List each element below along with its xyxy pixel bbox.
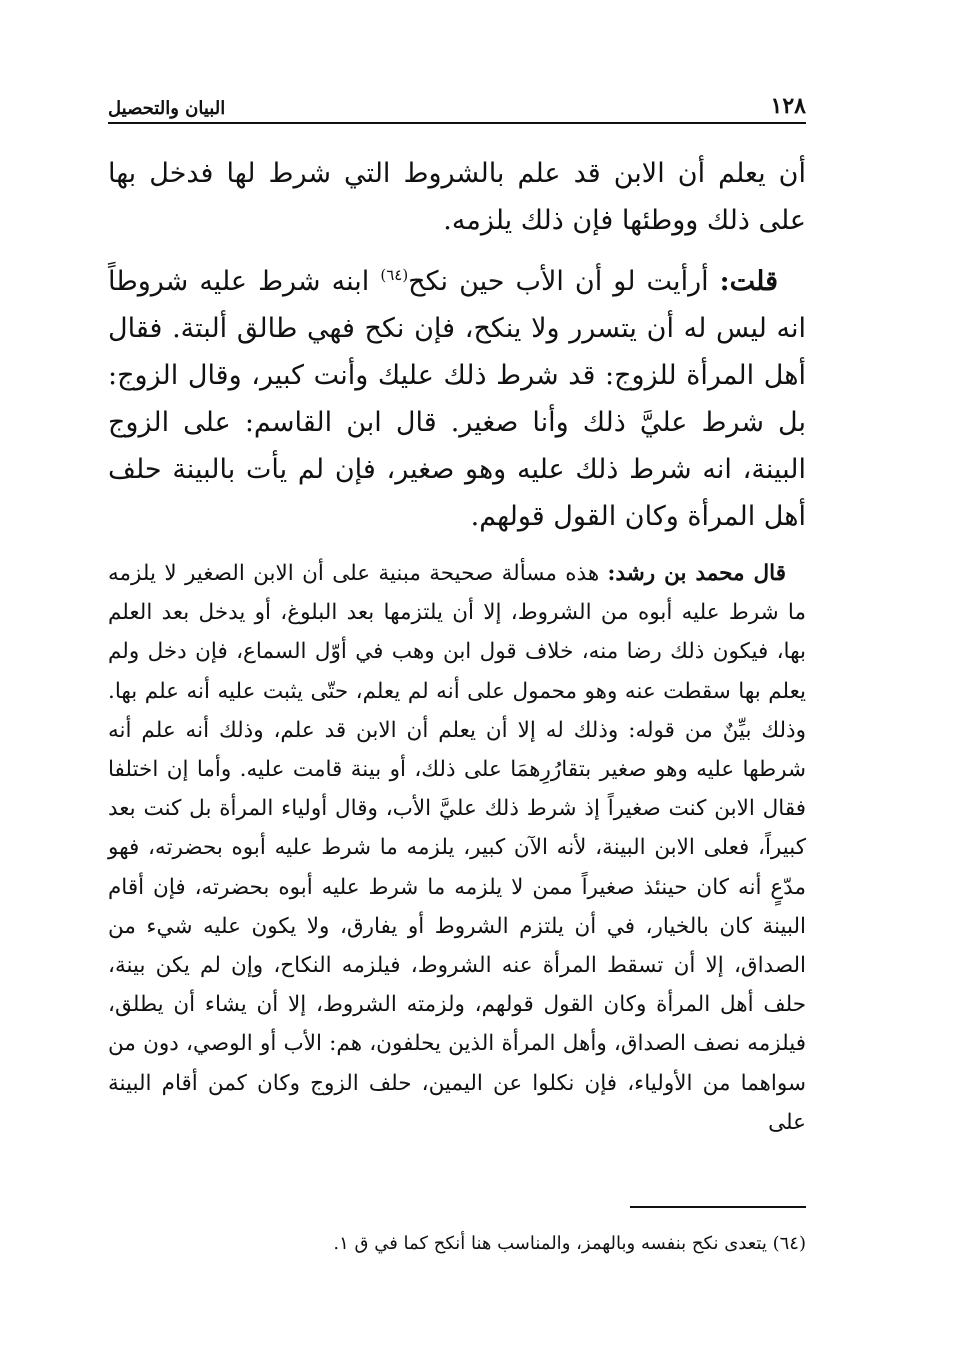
paragraph-continuation [108, 150, 806, 244]
paragraph-lead: قلت: [719, 266, 778, 297]
footnote-divider [630, 1206, 806, 1208]
paragraph-lead: قال محمد بن رشد: [607, 561, 786, 586]
paragraph-text: أرأيت لو أن الأب حين نكح [408, 266, 720, 297]
footnote [108, 1230, 806, 1258]
footnote-reference: (٦٤) [380, 266, 409, 284]
paragraph-text: هذه مسألة صحيحة مبنية على أن الابن الصغير لا يلزمه ما شرط عليه أبوه من الشروط، إلا أن يلتزمها بعد البلوغ، أو يدخل بعد العلم بها، فيكون ذلك رضا منه، خلاف قول ابن وهب في أوّل السماع، فإن دخل ولم يعلم بها سقطت عنه وهو محمول على أنه لم يعلم، حتّى يثبت عليه أنه علم بها. وذلك بيِّنٌ من قوله: وذلك له إلا أن يعلم أن الابن قد علم، وذلك أنه علم أنه شرطها عليه وهو صغير بتقارُرِهمَا على ذلك، أو بينة قامت عليه. وأما إن اختلفا فقال الابن كنت صغيراً إذ شرط ذلك عليَّ الأب، وقال أولياء المرأة بل كنت بعد كبيراً، فعلى الابن البينة، لأنه الآن كبير، يلزمه ما شرط عليه أبوه بحضرته، فهو مدّعٍ أنه كان حينئذ صغيراً ممن لا يلزمه ما شرط عليه أبوه بحضرته، فإن أقام البينة كان بالخيار، في أن يلتزم الشروط أو يفارق، ولا يكون عليه شيء من الصداق، إلا أن تسقط المرأة عنه الشروط، فيلزمه النكاح، وإن لم يكن بينة، حلف أهل المرأة وكان القول قولهم، ولزمته الشروط، إلا أن يشاء أن يطلق، فيلزمه نصف الصداق، وأهل المرأة الذين يحلفون، هم: الأب أو الوصي، دون من سواهما من الأولياء، فإن نكلوا عن اليمين، حلف الزوج وكان كمن أقام البينة على [108, 561, 806, 1135]
footnote-text: (٦٤) يتعدى نكح بنفسه وبالهمز، والمناسب هنا أنكح كما في ق ١. [333, 1233, 806, 1254]
paragraph-commentary [108, 554, 806, 1142]
paragraph-question [108, 258, 806, 540]
running-title: البيان والتحصيل [108, 98, 226, 119]
paragraph-text: ابنه شرط عليه شروطاً انه ليس له أن يتسرر ولا ينكح، فإن نكح فهي طالق ألبتة. فقال أهل المرأة للزوج: قد شرط ذلك عليك وأنت كبير، وقال الزوج: بل شرط عليَّ ذلك وأنا صغير. قال ابن القاسم: على الزوج البينة، انه شرط ذلك عليه وهو صغير، فإن لم يأت بالبينة حلف أهل المرأة وكان القول قولهم. [108, 266, 806, 532]
page-header [108, 92, 806, 124]
main-text [108, 150, 806, 1142]
paragraph-text: أن يعلم أن الابن قد علم بالشروط التي شرط لها فدخل بها على ذلك ووطئها فإن ذلك يلزمه. [108, 158, 806, 236]
page-number: ١٢٨ [770, 93, 806, 119]
